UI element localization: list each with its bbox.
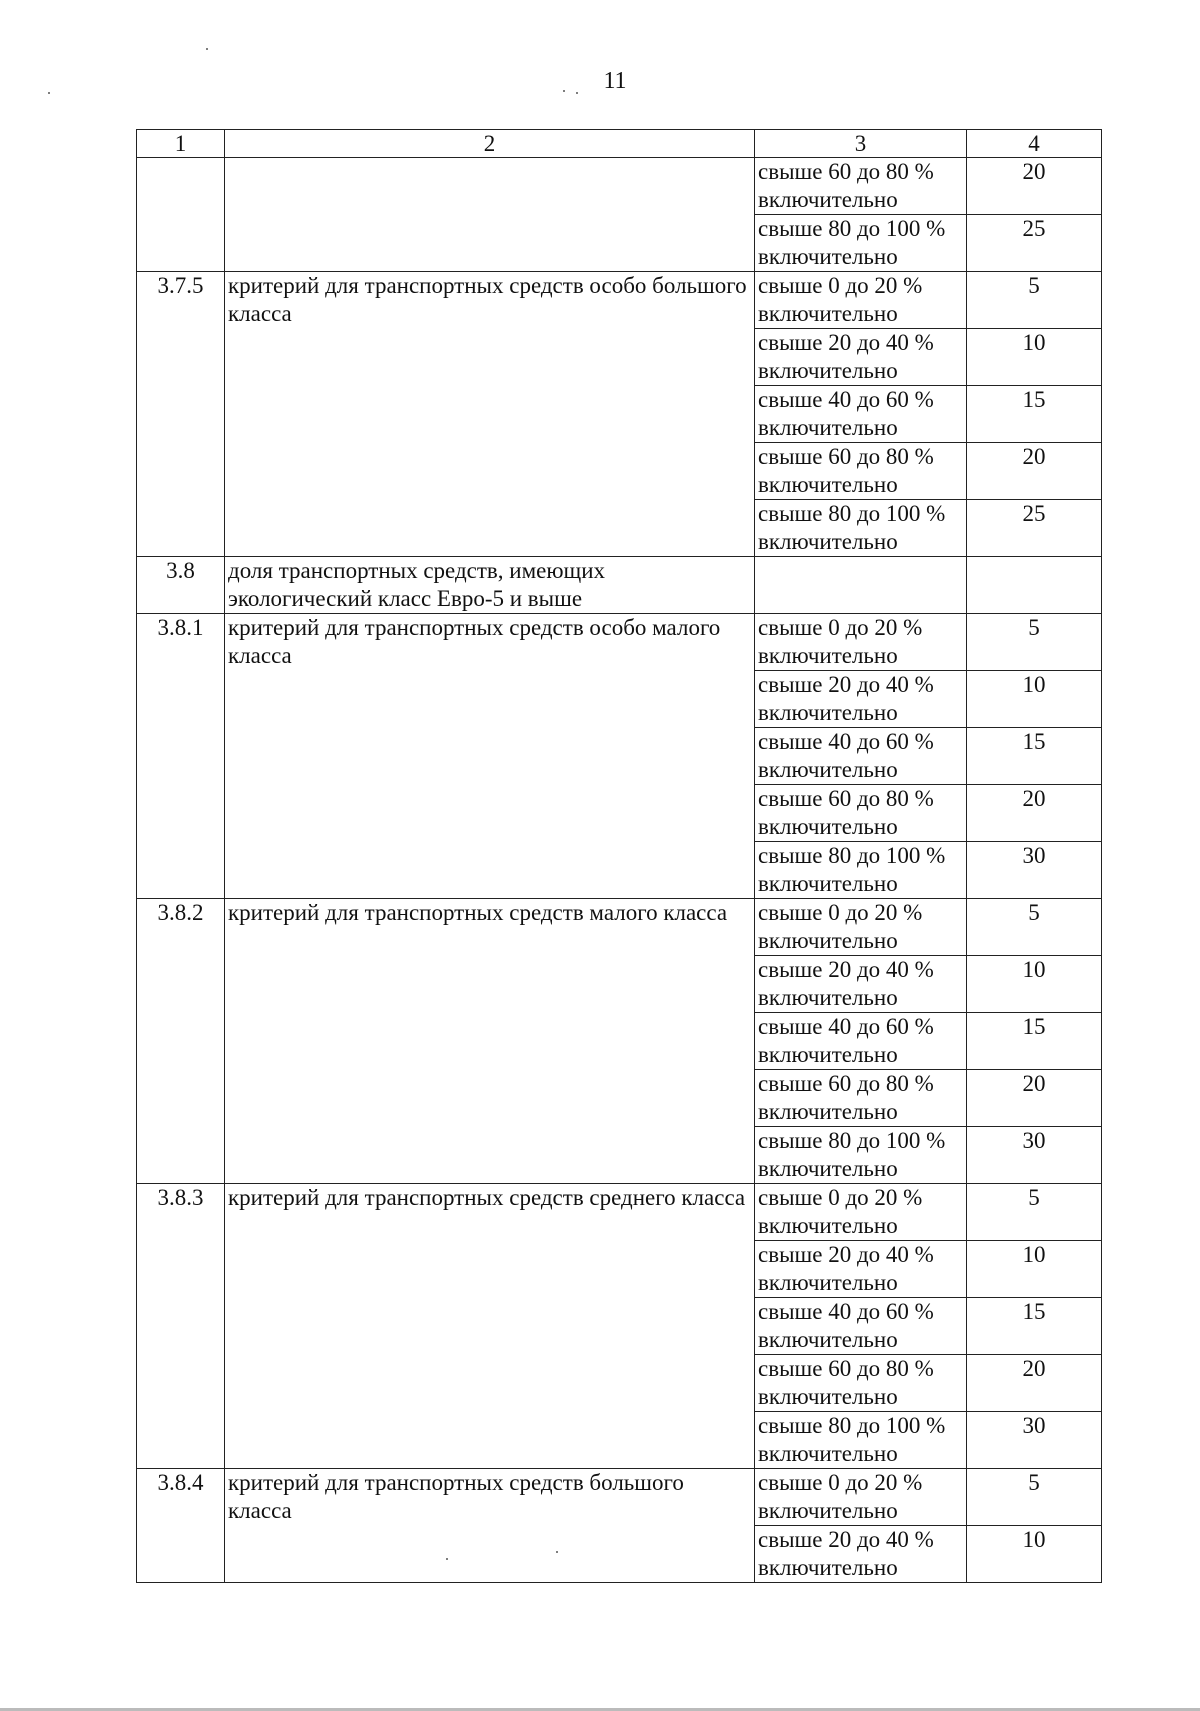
points-cell: 10 bbox=[967, 1241, 1102, 1298]
table-row bbox=[137, 1184, 1102, 1241]
range-cell: свыше 60 до 80 % включительно bbox=[755, 1355, 967, 1412]
criterion-cell: критерий для транспортных средств среднего класса bbox=[225, 1184, 755, 1469]
range-cell: свыше 60 до 80 % включительно bbox=[755, 443, 967, 500]
item-number-cell: 3.8.1 bbox=[137, 614, 225, 899]
points-cell: 30 bbox=[967, 842, 1102, 899]
points-cell: 5 bbox=[967, 272, 1102, 329]
criterion-cell: критерий для транспортных средств особо малого класса bbox=[225, 614, 755, 899]
points-cell: 5 bbox=[967, 1469, 1102, 1526]
points-cell bbox=[967, 557, 1102, 614]
points-cell: 10 bbox=[967, 956, 1102, 1013]
scan-speck bbox=[563, 90, 565, 92]
points-cell: 20 bbox=[967, 1070, 1102, 1127]
criterion-cell: критерий для транспортных средств особо большого класса bbox=[225, 272, 755, 557]
column-header-3: 3 bbox=[755, 130, 967, 158]
item-number-cell: 3.8.4 bbox=[137, 1469, 225, 1583]
criterion-cell: критерий для транспортных средств большого класса bbox=[225, 1469, 755, 1583]
range-cell: свыше 0 до 20 % включительно bbox=[755, 614, 967, 671]
item-number-cell bbox=[137, 158, 225, 272]
range-cell: свыше 80 до 100 % включительно bbox=[755, 500, 967, 557]
range-cell: свыше 20 до 40 % включительно bbox=[755, 1526, 967, 1583]
range-cell: свыше 40 до 60 % включительно bbox=[755, 1298, 967, 1355]
criteria-table bbox=[136, 129, 1102, 1583]
range-cell: свыше 80 до 100 % включительно bbox=[755, 1127, 967, 1184]
points-cell: 20 bbox=[967, 443, 1102, 500]
points-cell: 10 bbox=[967, 1526, 1102, 1583]
points-cell: 30 bbox=[967, 1412, 1102, 1469]
item-number-cell: 3.8 bbox=[137, 557, 225, 614]
criterion-cell: доля транспортных средств, имеющих экологический класс Евро-5 и выше bbox=[225, 557, 755, 614]
criterion-cell bbox=[225, 158, 755, 272]
page-number: 11 bbox=[603, 68, 627, 94]
points-cell: 15 bbox=[967, 1298, 1102, 1355]
range-cell: свыше 20 до 40 % включительно bbox=[755, 671, 967, 728]
scan-speck bbox=[556, 1551, 558, 1553]
points-cell: 25 bbox=[967, 215, 1102, 272]
item-number-cell: 3.7.5 bbox=[137, 272, 225, 557]
item-number-cell: 3.8.3 bbox=[137, 1184, 225, 1469]
table-row bbox=[137, 899, 1102, 956]
points-cell: 10 bbox=[967, 671, 1102, 728]
scan-speck bbox=[206, 48, 208, 50]
table-row bbox=[137, 614, 1102, 671]
scan-speck bbox=[576, 92, 578, 94]
points-cell: 30 bbox=[967, 1127, 1102, 1184]
points-cell: 10 bbox=[967, 329, 1102, 386]
scan-speck bbox=[446, 1558, 448, 1560]
range-cell: свыше 40 до 60 % включительно bbox=[755, 728, 967, 785]
points-cell: 15 bbox=[967, 386, 1102, 443]
points-cell: 5 bbox=[967, 899, 1102, 956]
points-cell: 15 bbox=[967, 728, 1102, 785]
range-cell: свыше 20 до 40 % включительно bbox=[755, 1241, 967, 1298]
points-cell: 15 bbox=[967, 1013, 1102, 1070]
range-cell: свыше 40 до 60 % включительно bbox=[755, 386, 967, 443]
range-cell: свыше 0 до 20 % включительно bbox=[755, 899, 967, 956]
points-cell: 20 bbox=[967, 1355, 1102, 1412]
table-row bbox=[137, 158, 1102, 215]
range-cell: свыше 80 до 100 % включительно bbox=[755, 842, 967, 899]
points-cell: 20 bbox=[967, 158, 1102, 215]
table-row bbox=[137, 1469, 1102, 1526]
points-cell: 20 bbox=[967, 785, 1102, 842]
range-cell: свыше 0 до 20 % включительно bbox=[755, 1469, 967, 1526]
points-cell: 5 bbox=[967, 614, 1102, 671]
table-body bbox=[137, 158, 1102, 1583]
range-cell: свыше 80 до 100 % включительно bbox=[755, 1412, 967, 1469]
range-cell: свыше 60 до 80 % включительно bbox=[755, 158, 967, 215]
range-cell: свыше 20 до 40 % включительно bbox=[755, 329, 967, 386]
table-row bbox=[137, 557, 1102, 614]
criterion-cell: критерий для транспортных средств малого класса bbox=[225, 899, 755, 1184]
column-header-1: 1 bbox=[137, 130, 225, 158]
column-header-2: 2 bbox=[225, 130, 755, 158]
points-cell: 5 bbox=[967, 1184, 1102, 1241]
header-row bbox=[137, 130, 1102, 158]
table-header bbox=[137, 130, 1102, 158]
range-cell bbox=[755, 557, 967, 614]
scan-speck bbox=[48, 92, 50, 94]
range-cell: свыше 20 до 40 % включительно bbox=[755, 956, 967, 1013]
column-header-4: 4 bbox=[967, 130, 1102, 158]
item-number-cell: 3.8.2 bbox=[137, 899, 225, 1184]
range-cell: свыше 0 до 20 % включительно bbox=[755, 1184, 967, 1241]
range-cell: свыше 60 до 80 % включительно bbox=[755, 785, 967, 842]
range-cell: свыше 60 до 80 % включительно bbox=[755, 1070, 967, 1127]
table-row bbox=[137, 272, 1102, 329]
range-cell: свыше 80 до 100 % включительно bbox=[755, 215, 967, 272]
points-cell: 25 bbox=[967, 500, 1102, 557]
range-cell: свыше 0 до 20 % включительно bbox=[755, 272, 967, 329]
range-cell: свыше 40 до 60 % включительно bbox=[755, 1013, 967, 1070]
